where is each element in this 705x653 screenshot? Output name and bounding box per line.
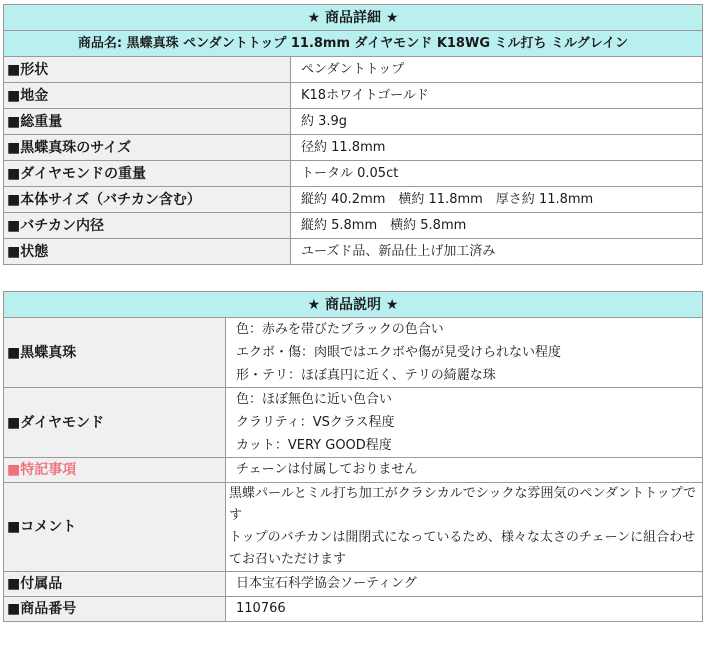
- detail-label: ■黒蝶真珠のサイズ: [4, 135, 291, 161]
- detail-row-pearl-size: [4, 135, 703, 161]
- desc-value: [226, 318, 703, 388]
- detail-label: ■総重量: [4, 109, 291, 135]
- detail-row-total-weight: [4, 109, 703, 135]
- comment-line: 黒蝶パールとミル打ち加工がクラシカルでシックな雰囲気のペンダントトップです: [229, 486, 697, 523]
- detail-value: 径約 11.8mm: [291, 135, 703, 161]
- desc-row-pearl: [4, 318, 703, 388]
- detail-label: ■形状: [4, 57, 291, 83]
- desc-label: ■ダイヤモンド: [4, 388, 226, 458]
- detail-row-body-size: [4, 187, 703, 213]
- desc-row-accessories: [4, 572, 703, 597]
- detail-row-diamond-weight: [4, 161, 703, 187]
- detail-row-metal: [4, 83, 703, 109]
- diamond-clarity-line: クラリティ：VSクラス程度: [236, 415, 395, 430]
- diamond-cut-line: カット：VERY GOOD程度: [236, 438, 392, 453]
- product-details-table: [3, 4, 703, 265]
- detail-value: トータル 0.05ct: [291, 161, 703, 187]
- detail-value: ペンダントトップ: [291, 57, 703, 83]
- detail-value: 縦約 5.8mm 横約 5.8mm: [291, 213, 703, 239]
- detail-label: ■本体サイズ（バチカン含む）: [4, 187, 291, 213]
- pearl-color-line: 色：赤みを帯びたブラックの色合い: [236, 322, 444, 337]
- desc-row-diamond: [4, 388, 703, 458]
- comment-line: トップのバチカンは開閉式になっているため、様々な太さのチェーンに組合わせてお召いただけます: [229, 530, 696, 567]
- diamond-color-line: 色：ほぼ無色に近い色合い: [236, 392, 393, 407]
- desc-row-product-number: [4, 597, 703, 622]
- desc-label: ■商品番号: [4, 597, 226, 622]
- detail-label: ■地金: [4, 83, 291, 109]
- detail-value: K18ホワイトゴールド: [291, 83, 703, 109]
- pearl-shape-line: 形・テリ：ほぼ真円に近く、テリの綺麗な珠: [236, 368, 496, 383]
- desc-value: 日本宝石科学協会ソーティング: [226, 572, 703, 597]
- desc-value: [226, 388, 703, 458]
- description-section-title: ★ 商品説明 ★: [4, 292, 703, 318]
- detail-value: 約 3.9g: [291, 109, 703, 135]
- detail-value: ユーズド品、新品仕上げ加工済み: [291, 239, 703, 265]
- desc-value: チェーンは付属しておりません: [226, 458, 703, 483]
- desc-label: ■特記事項: [4, 458, 226, 483]
- desc-value: 110766: [226, 597, 703, 622]
- desc-label: ■付属品: [4, 572, 226, 597]
- desc-label: ■黒蝶真珠: [4, 318, 226, 388]
- detail-label: ■バチカン内径: [4, 213, 291, 239]
- details-section-title: ★ 商品詳細 ★: [4, 5, 703, 31]
- detail-row-bail-inner-size: [4, 213, 703, 239]
- product-name: 商品名: 黒蝶真珠 ペンダントトップ 11.8mm ダイヤモンド K18WG ミル打ち ミルグレイン: [4, 31, 703, 57]
- detail-label: ■ダイヤモンドの重量: [4, 161, 291, 187]
- detail-row-condition: [4, 239, 703, 265]
- desc-value: [226, 483, 703, 572]
- detail-value: 縦約 40.2mm 横約 11.8mm 厚さ約 11.8mm: [291, 187, 703, 213]
- detail-label: ■状態: [4, 239, 291, 265]
- product-description-table: [3, 291, 703, 622]
- desc-row-comment: [4, 483, 703, 572]
- detail-row-shape: [4, 57, 703, 83]
- pearl-blemish-line: エクボ・傷：肉眼ではエクボや傷が見受けられない程度: [236, 345, 562, 360]
- desc-label: ■コメント: [4, 483, 226, 572]
- desc-row-special-notes: [4, 458, 703, 483]
